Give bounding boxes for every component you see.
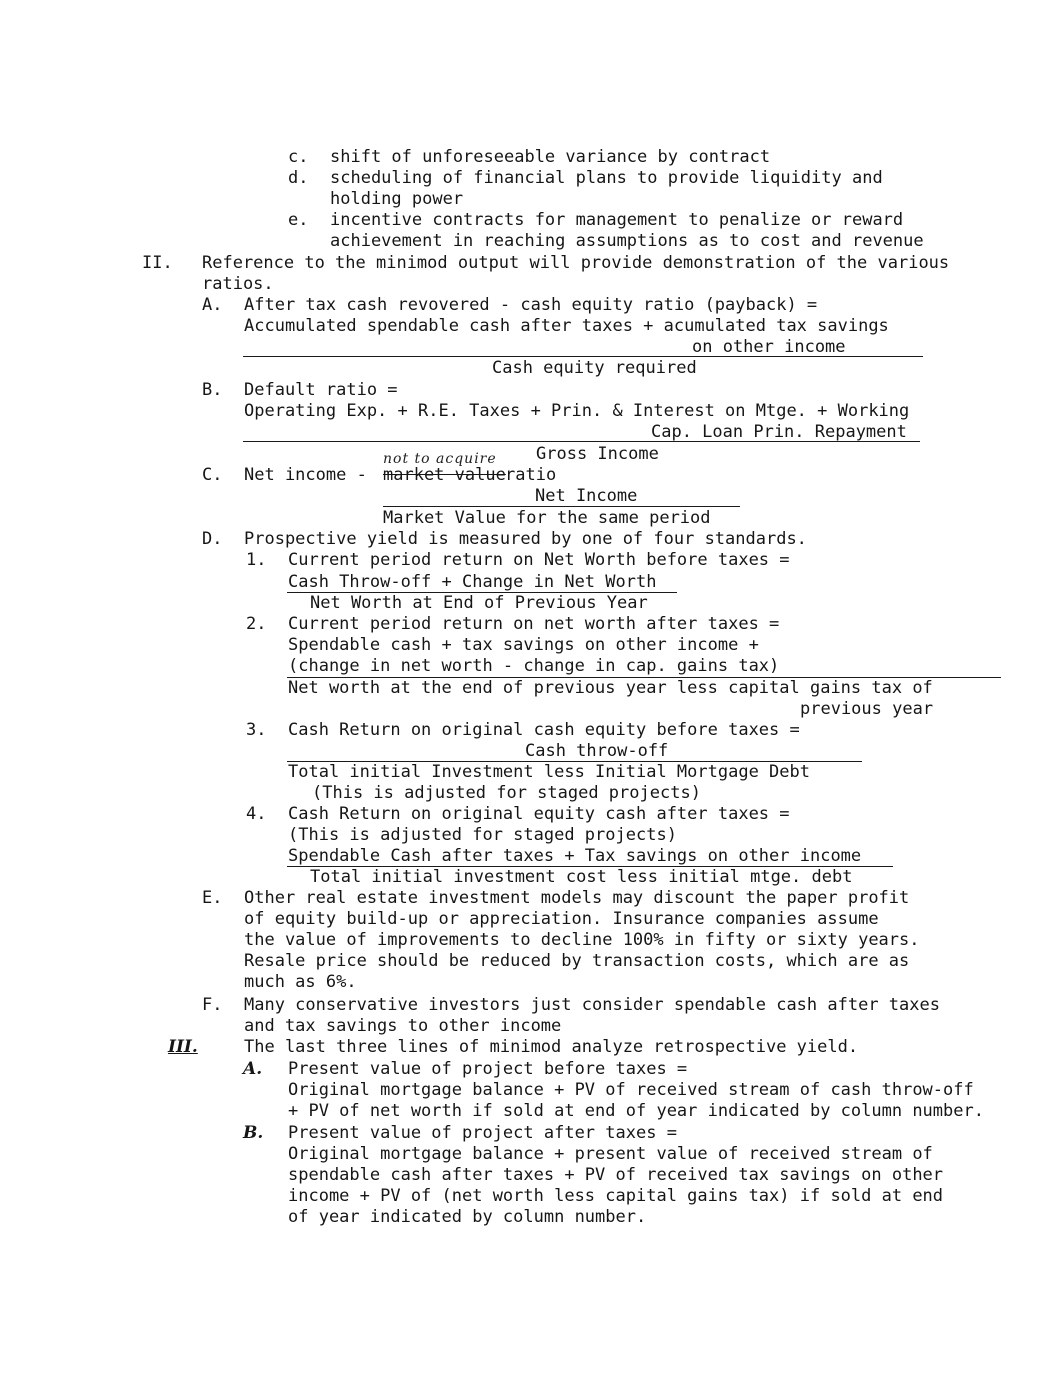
section-c-numerator: Net Income	[535, 486, 638, 506]
section-b-numerator-1: Operating Exp. + R.E. Taxes + Prin. & Interest on Mtge. + Working	[244, 401, 910, 421]
section-iii-title: The last three lines of minimod analyze retrospective yield.	[244, 1037, 859, 1057]
section-b-title: Default ratio =	[244, 380, 398, 400]
section-iii-b-line-2: spendable cash after taxes + PV of received tax savings on other	[288, 1165, 944, 1185]
section-iii-b-line-3: income + PV of (net worth less capital gains tax) if sold at end	[288, 1186, 944, 1206]
d4-title: Cash Return on original equity cash after taxes =	[288, 804, 790, 824]
section-e-line-2: of equity build-up or appreciation. Insurance companies assume	[244, 909, 879, 929]
item-e-text: incentive contracts for management to penalize or reward	[330, 210, 904, 230]
section-c-handwritten-note: not to acquire	[383, 451, 497, 467]
section-e-line-3: the value of improvements to decline 100% in fifty or sixty years.	[244, 930, 920, 950]
section-iii-b-line-4: of year indicated by column number.	[288, 1207, 647, 1227]
section-f-line-2: and tax savings to other income	[244, 1016, 562, 1036]
d2-numerator: (change in net worth - change in cap. gains tax)	[288, 656, 780, 676]
section-f-line-1: Many conservative investors just consider spendable cash after taxes	[244, 995, 940, 1015]
section-d-title: Prospective yield is measured by one of four standards.	[244, 529, 807, 549]
item-d-label: d.	[288, 168, 309, 188]
d2-denominator-2: previous year	[800, 699, 934, 719]
section-a-denominator: Cash equity required	[492, 358, 697, 378]
d3-denominator: Total initial Investment less Initial Mortgage Debt	[288, 762, 810, 782]
d3-numerator: Cash throw-off	[525, 741, 669, 761]
section-a-title: After tax cash revovered - cash equity ratio (payback) =	[244, 295, 818, 315]
section-ii-text: Reference to the minimod output will provide demonstration of the various	[202, 253, 950, 273]
d4-numerator: Spendable Cash after taxes + Tax savings on other income	[288, 846, 862, 866]
d3-note: (This is adjusted for staged projects)	[312, 783, 701, 803]
section-ii-label: II.	[142, 253, 173, 273]
item-d-text: scheduling of financial plans to provide liquidity and	[330, 168, 883, 188]
section-a-fraction-bar	[243, 356, 923, 357]
section-c-fraction-bar	[383, 506, 740, 507]
section-f-label: F.	[202, 995, 223, 1015]
d1-denominator: Net Worth at End of Previous Year	[310, 593, 648, 613]
section-b-label: B.	[202, 380, 223, 400]
d1-numerator: Cash Throw-off + Change in Net Worth	[288, 572, 657, 592]
d2-denominator-1: Net worth at the end of previous year less capital gains tax of	[288, 678, 933, 698]
section-iii-label: III.	[168, 1037, 198, 1057]
d1-label: 1.	[246, 550, 267, 570]
item-e-label: e.	[288, 210, 309, 230]
section-c-label: C.	[202, 465, 223, 485]
section-a-numerator-1: Accumulated spendable cash after taxes + acumulated tax savings	[244, 316, 889, 336]
d2-line-2: Spendable cash + tax savings on other income +	[288, 635, 759, 655]
section-ii-continuation: ratios.	[202, 274, 274, 294]
section-iii-b-line-1: Original mortgage balance + present value of received stream of	[288, 1144, 933, 1164]
section-iii-a-line-2: + PV of net worth if sold at end of year indicated by column number.	[288, 1101, 984, 1121]
section-iii-a-line-1: Original mortgage balance + PV of received stream of cash throw-off	[288, 1080, 974, 1100]
section-e-label: E.	[202, 888, 223, 908]
d2-title: Current period return on net worth after taxes =	[288, 614, 780, 634]
section-b-denominator: Gross Income	[536, 444, 659, 464]
section-c-prefix: Net income -	[244, 465, 367, 485]
section-c-denominator: Market Value for the same period	[383, 508, 711, 528]
section-iii-a-label: A.	[243, 1059, 263, 1079]
section-c-struck-text: market value	[383, 465, 506, 485]
d2-label: 2.	[246, 614, 267, 634]
section-e-line-5: much as 6%.	[244, 972, 357, 992]
item-c-text: shift of unforeseeable variance by contract	[330, 147, 771, 167]
section-b-numerator-2: Cap. Loan Prin. Repayment	[651, 422, 907, 442]
section-iii-b-title: Present value of project after taxes =	[288, 1123, 677, 1143]
section-iii-b-label: B.	[243, 1123, 264, 1143]
section-e-line-1: Other real estate investment models may discount the paper profit	[244, 888, 910, 908]
item-c-label: c.	[288, 147, 309, 167]
section-a-label: A.	[202, 295, 223, 315]
d4-denominator: Total initial investment cost less initial mtge. debt	[310, 867, 853, 887]
item-d-continuation: holding power	[330, 189, 464, 209]
section-a-numerator-2: on other income	[692, 337, 846, 357]
section-b-fraction-bar	[243, 441, 920, 442]
section-d-label: D.	[202, 529, 223, 549]
item-e-continuation: achievement in reaching assumptions as to cost and revenue	[330, 231, 924, 251]
d4-label: 4.	[246, 804, 267, 824]
d4-note: (This is adjusted for staged projects)	[288, 825, 677, 845]
d1-title: Current period return on Net Worth before taxes =	[288, 550, 790, 570]
section-c-suffix: ratio	[505, 465, 557, 485]
d3-label: 3.	[246, 720, 267, 740]
d3-title: Cash Return on original cash equity before taxes =	[288, 720, 800, 740]
section-iii-a-title: Present value of project before taxes =	[288, 1059, 688, 1079]
section-e-line-4: Resale price should be reduced by transaction costs, which are as	[244, 951, 910, 971]
